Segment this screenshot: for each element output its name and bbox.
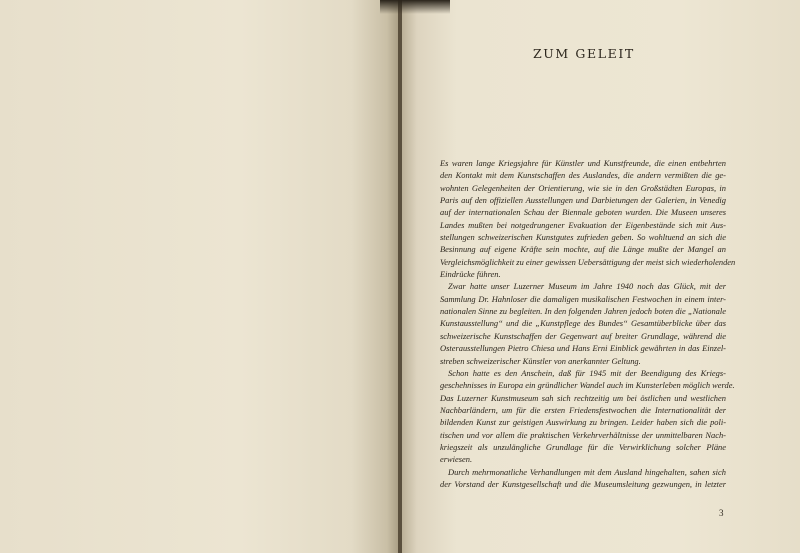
- text-line: Vergleichsmöglichkeit zu einer gewissen Uebersättigung der meist sich wiederholenden: [440, 256, 736, 267]
- body-text: [440, 157, 736, 490]
- text-line: streben schweizerischer Künstler von anerkannter Geltung.: [440, 355, 641, 366]
- text-line: wohnten Gelegenheiten der Orientierung, wie sie in den Großstädten Europas, in: [440, 182, 726, 193]
- text-line: den Kontakt mit dem Kunstschaffen des Auslandes, die andern vermißten die ge-: [440, 170, 726, 181]
- text-line: Landes mußten bei notgedrungener Evakuation der Eigenbestände sich mit Aus-: [440, 219, 726, 230]
- gutter-shadow: [380, 0, 450, 14]
- text-line: nationalen Sinne zu begleiten. In den folgenden Jahren jedoch boten die „Nationale: [440, 306, 726, 317]
- text-line: bildenden Kunst zur geistigen Auswirkung zu bringen. Leider haben sich die poli-: [440, 417, 726, 428]
- text-line: Sammlung Dr. Hahnloser die damaligen musikalischen Festwochen in einem inter-: [440, 293, 726, 304]
- page-number: 3: [719, 508, 724, 518]
- text-line: stellungen schweizerischen Kunstgutes zufrieden geben. So wohltuend an sich die: [440, 232, 726, 243]
- book-gutter: [398, 0, 402, 553]
- text-line: Nachbarländern, um für die ersten Friedensfestwochen die Internationalität der: [440, 404, 726, 415]
- page-heading: ZUM GELEIT: [533, 46, 635, 61]
- left-page-blank: [0, 0, 399, 553]
- text-line: Kunstausstellung“ und die „Kunstpflege des Bundes“ Gesamtüberblicke über das: [440, 318, 726, 329]
- text-line: erwiesen.: [440, 454, 473, 465]
- text-line: geschehnisses in Europa ein gründlicher Wandel auch im Kunsterleben möglich werde.: [440, 380, 735, 391]
- text-line: tischen und vor allem die praktischen Verkehrverhältnisse der unmittelbaren Nach-: [440, 429, 726, 440]
- text-line: Durch mehrmonatliche Verhandlungen mit dem Ausland hingehalten, sahen sich: [448, 466, 726, 477]
- text-line: auf der internationalen Schau der Biennale geboten wurden. Die Museen unseres: [440, 207, 726, 218]
- text-line: Es waren lange Kriegsjahre für Künstler und Kunstfreunde, die einen entbehrten: [440, 158, 726, 168]
- text-line: der Vorstand der Kunstgesellschaft und die Museumsleitung gezwungen, in letzter: [440, 478, 726, 489]
- text-line: Schon hatte es den Anschein, daß für 1945 mit der Beendigung des Kriegs-: [448, 367, 726, 378]
- text-line: Zwar hatte unser Luzerner Museum im Jahre 1940 noch das Glück, mit der: [448, 281, 726, 292]
- text-line: Eindrücke führen.: [440, 269, 501, 280]
- text-line: Osterausstellungen Pietro Chiesa und Hans Erni Einblick gewährten in das Einzel-: [440, 343, 726, 354]
- text-line: Besinnung auf eigene Kräfte sein mochte, auf die Länge mußte der Mangel an: [440, 244, 726, 255]
- text-line: kriegszeit als unzulängliche Grundlage für die Verwirklichung solcher Pläne: [440, 441, 726, 452]
- text-line: Das Luzerner Kunstmuseum sah sich rechtzeitig um bei östlichen und westlichen: [440, 392, 726, 403]
- text-line: Paris auf den offiziellen Ausstellungen und Darbietungen der Galerien, in Venedig: [440, 195, 726, 206]
- text-line: schweizerische Kunstschaffen der Gegenwart auf breiter Grundlage, während die: [440, 330, 726, 341]
